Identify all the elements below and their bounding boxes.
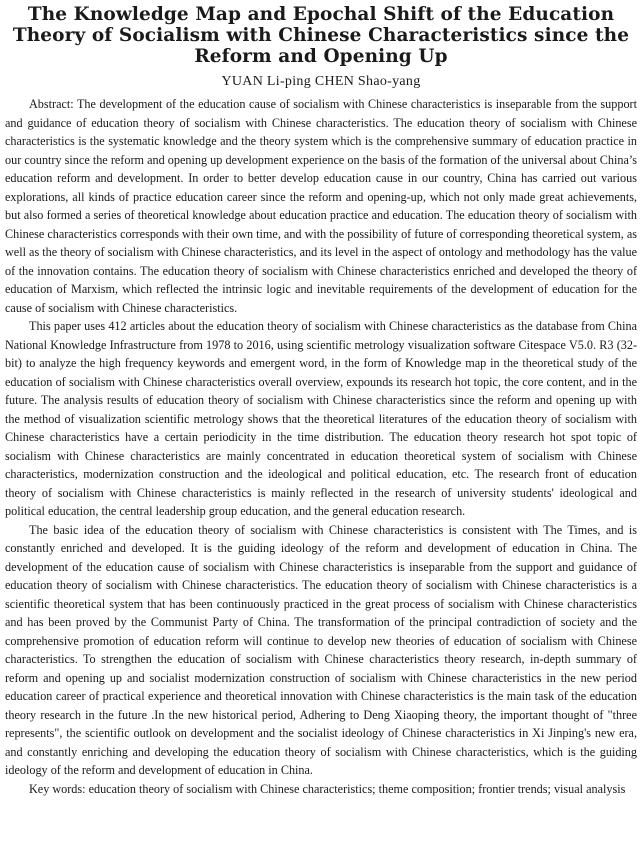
abstract-paragraph-1: Abstract: The development of the education cause of socialism with Chinese characteristics is inseparable from the support and guidance of education theory of socialism with Chinese characteristics. The education theory of socialism with Chinese characteristics is the systematic knowledge and the theory system which is the comprehensive summary of education practice in our country since the reform and opening up development experience on the basis of the formation of the universal about China’s education reform and development. In order to better develop education cause in our country, China has carried out various explorations, all kinds of practice education career since the reform and opening-up, which not only made great achievements, but also formed a series of theoretical knowledge about education practice and education. The education theory of socialism with Chinese characteristics corresponds with their own time, and with the possibility of future of corresponding theoretical system, as well as the theory of socialism with Chinese characteristics, and its level in the aspect of ontology and methodology has the value of the innovation contains. The education theory of socialism with Chinese characteristics enriched and developed the theory of education of Marxism, which reflected the intrinsic logic and inevitable requirements of the development of education for the cause of socialism with Chinese characteristics. <box>5 97 637 315</box>
abstract-paragraph-2: This paper uses 412 articles about the education theory of socialism with Chinese characteristics as the database from China National Knowledge Infrastructure from 1978 to 2016, using scientific metrology visualization software Citespace V5.0. R3 (32-bit) to analyze the high frequency keywords and emergent word, in the form of Knowledge map in the theoretical study of the education of socialism with Chinese characteristics overall overview, expounds its research hot topic, the core content, and in the future. The analysis results of education theory of socialism with Chinese characteristics since the reform and opening up with the method of visualization scientific metrology shows that the theoretical literatures of the education theory of socialism with Chinese characteristics have a certain periodicity in the time distribution. The education theory research hot spot topic of socialism with Chinese characteristics are mainly concentrated in education theoretical system of socialism with Chinese characteristics, modernization construction and the ideological and political education, etc. The research front of education theory of socialism with Chinese characteristics is mainly reflected in the research of university students' ideological and political education, the central leadership group education, and the general education research. <box>5 319 637 518</box>
abstract-section <box>5 95 637 798</box>
keywords-paragraph: Key words: education theory of socialism with Chinese characteristics; theme composition; frontier trends; visual analysis <box>29 781 626 796</box>
paper-title: The Knowledge Map and Epochal Shift of the Education Theory of Socialism with Chinese Characteristics since the Reform and Opening Up <box>12 4 630 67</box>
paper-authors: YUAN Li-ping CHEN Shao-yang <box>221 74 421 89</box>
abstract-paragraph-3: The basic idea of the education theory of socialism with Chinese characteristics is consistent with The Times, and is constantly enriched and developed. It is the guiding ideology of the reform and development of education in China. The development of the education cause of socialism with Chinese characteristics is inseparable from the support and guidance of education theory of socialism with Chinese characteristics. The education theory of socialism with Chinese characteristics is a scientific theoretical system that has been continuously practiced in the great process of socialism with Chinese characteristics and has been proved by the Communist Party of China. The transformation of the principal contradiction of society and the comprehensive promotion of education reform will continue to develop new theories of education of socialism with Chinese characteristics. To strengthen the education of socialism with Chinese characteristics theory research, in-depth summary of reform and opening up and socialist modernization construction of socialism with Chinese characteristics in the new period education career of practical experience and theoretical innovation with Chinese characteristics is the main task of the education theory research in the future .In the new historical period, Adhering to Deng Xiaoping theory, the important thought of "three represents", the scientific outlook on development and the socialist ideology of Chinese characteristics in Xi Jinping's new era, and constantly enriching and developing the education theory of socialism with Chinese characteristics, which is the guiding ideology of the reform and development of education in China. <box>5 522 637 777</box>
